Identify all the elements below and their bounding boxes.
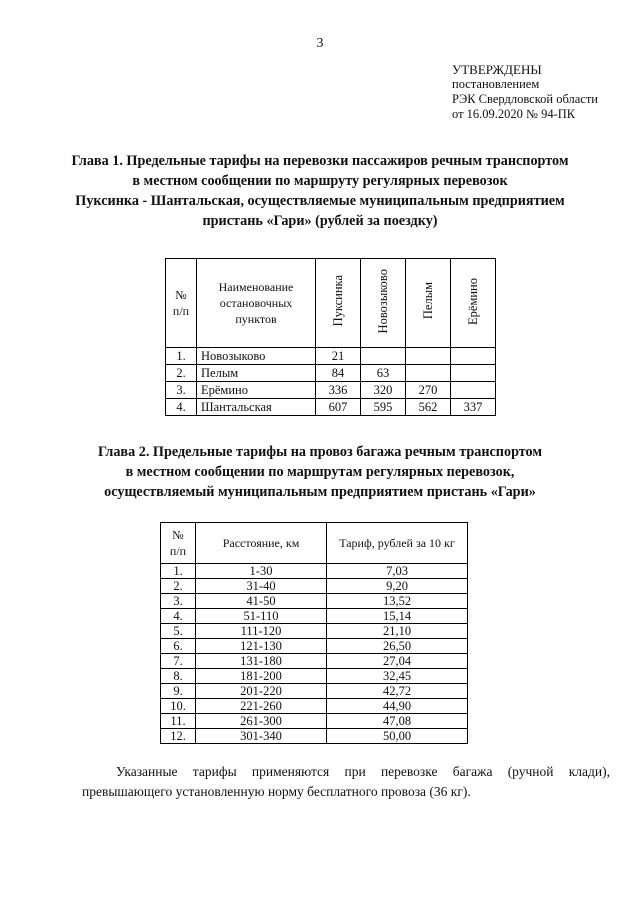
passenger-tariff-table (165, 258, 496, 416)
table-row (166, 365, 496, 382)
row-name: Новозыково (197, 348, 316, 365)
table-row (166, 348, 496, 365)
tariff-cell: 50,00 (327, 729, 468, 744)
row-number: 7. (161, 654, 196, 669)
distance-cell: 301-340 (196, 729, 327, 744)
tariff-cell: 21,10 (327, 624, 468, 639)
tariff-cell: 44,90 (327, 699, 468, 714)
tariff-cell: 26,50 (327, 639, 468, 654)
row-number: 6. (161, 639, 196, 654)
distance-cell: 221-260 (196, 699, 327, 714)
row-number: 11. (161, 714, 196, 729)
page-number: 3 (316, 36, 324, 51)
chapter1-heading-line: в местном сообщении по маршруту регулярных перевозок (132, 173, 508, 189)
chapter2-heading-line: в местном сообщении по маршрутам регулярных перевозок, (125, 464, 515, 480)
table-row (161, 609, 468, 624)
stop-header-novozykovo: Новозыково (375, 268, 390, 334)
table-row (161, 624, 468, 639)
tariff-cell: 595 (361, 399, 406, 416)
table-row (161, 639, 468, 654)
row-number: 4. (166, 399, 197, 416)
table-row (161, 714, 468, 729)
row-number: 10. (161, 699, 196, 714)
col-number-header: № п/п (161, 523, 196, 564)
distance-cell: 261-300 (196, 714, 327, 729)
tariff-cell: 32,45 (327, 669, 468, 684)
row-name: Ерёмино (197, 382, 316, 399)
row-number: 8. (161, 669, 196, 684)
tariff-cell: 562 (406, 399, 451, 416)
tariff-cell: 270 (406, 382, 451, 399)
table-row (161, 564, 468, 579)
tariff-cell: 13,52 (327, 594, 468, 609)
chapter2-heading (0, 442, 640, 502)
tariff-cell: 7,03 (327, 564, 468, 579)
tariff-cell (451, 365, 496, 382)
chapter1-heading-line: Пуксинка - Шантальская, осуществляемые муниципальным предприятием (75, 193, 565, 209)
distance-cell: 131-180 (196, 654, 327, 669)
tariff-cell: 9,20 (327, 579, 468, 594)
baggage-note-paragraph: Указанные тарифы применяются при перевозке багажа (ручной клади), превышающего установленную норму бесплатного провоза (36 кг). (82, 764, 610, 799)
approval-line-2: РЭК Свердловской области (452, 92, 598, 106)
col-name-header: Наименование остановочных пунктов (197, 259, 316, 348)
tariff-cell: 320 (361, 382, 406, 399)
table-row (161, 669, 468, 684)
row-number: 3. (161, 594, 196, 609)
tariff-cell: 607 (316, 399, 361, 416)
col-tariff-header: Тариф, рублей за 10 кг (327, 523, 468, 564)
tariff-cell: 42,72 (327, 684, 468, 699)
row-number: 4. (161, 609, 196, 624)
tariff-cell: 337 (451, 399, 496, 416)
tariff-cell (406, 365, 451, 382)
table-row (161, 594, 468, 609)
tariff-cell: 21 (316, 348, 361, 365)
row-number: 5. (161, 624, 196, 639)
col-number-header: № п/п (166, 259, 197, 348)
row-number: 2. (161, 579, 196, 594)
row-number: 1. (166, 348, 197, 365)
chapter2-heading-line: осуществляемый муниципальным предприятием пристань «Гари» (104, 484, 536, 500)
distance-cell: 121-130 (196, 639, 327, 654)
row-name: Шантальская (197, 399, 316, 416)
row-number: 2. (166, 365, 197, 382)
row-number: 12. (161, 729, 196, 744)
row-number: 1. (161, 564, 196, 579)
chapter1-heading-line: Глава 1. Предельные тарифы на перевозки пассажиров речным транспортом (71, 153, 569, 169)
table-row (161, 729, 468, 744)
chapter2-heading-line: Глава 2. Предельные тарифы на провоз багажа речным транспортом (97, 444, 543, 460)
row-number: 3. (166, 382, 197, 399)
tariff-cell (406, 348, 451, 365)
table-row (161, 579, 468, 594)
table-row (161, 684, 468, 699)
tariff-cell: 15,14 (327, 609, 468, 624)
tariff-cell (451, 348, 496, 365)
table-header-row (161, 523, 468, 564)
col-distance-header: Расстояние, км (196, 523, 327, 564)
tariff-cell (361, 348, 406, 365)
tariff-cell: 63 (361, 365, 406, 382)
table-row (161, 699, 468, 714)
distance-cell: 1-30 (196, 564, 327, 579)
row-name: Пелым (197, 365, 316, 382)
stop-header-eremino: Ерёмино (465, 277, 480, 325)
baggage-tariff-table (160, 522, 468, 744)
distance-cell: 41-50 (196, 594, 327, 609)
approval-line-3: от 16.09.2020 № 94-ПК (452, 107, 576, 121)
stop-header-puksinka: Пуксинка (330, 275, 345, 327)
distance-cell: 51-110 (196, 609, 327, 624)
tariff-cell: 27,04 (327, 654, 468, 669)
tariff-cell: 84 (316, 365, 361, 382)
chapter1-heading-line: пристань «Гари» (рублей за поездку) (202, 213, 438, 229)
table-row (166, 382, 496, 399)
tariff-cell: 47,08 (327, 714, 468, 729)
table-row (166, 399, 496, 416)
stop-header-pelym: Пелым (420, 282, 435, 320)
approval-title: УТВЕРЖДЕНЫ (452, 62, 542, 77)
tariff-cell (451, 382, 496, 399)
approval-block (452, 62, 598, 122)
tariff-cell: 336 (316, 382, 361, 399)
distance-cell: 181-200 (196, 669, 327, 684)
row-number: 9. (161, 684, 196, 699)
table-row (161, 654, 468, 669)
chapter1-heading (0, 151, 640, 231)
table-header-row (166, 259, 496, 348)
distance-cell: 111-120 (196, 624, 327, 639)
distance-cell: 201-220 (196, 684, 327, 699)
distance-cell: 31-40 (196, 579, 327, 594)
approval-line-1: постановлением (452, 77, 540, 91)
